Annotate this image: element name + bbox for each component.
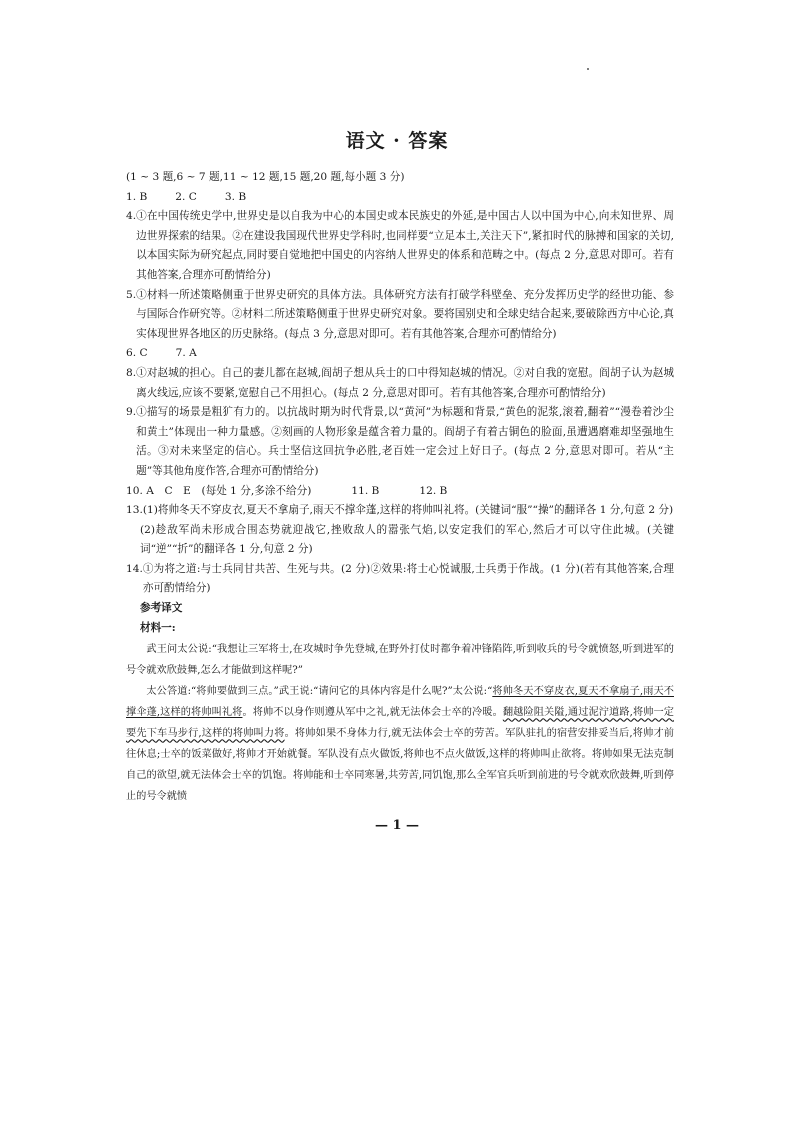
question-number: 5. xyxy=(126,288,137,301)
translation-text: 太公答道:“将帅要做到三点。”武王说:“请问它的具体内容是什么呢?”太公说:“ xyxy=(146,686,493,698)
answer-text: ①描写的场景是粗犷有力的。以抗战时期为时代背景,以“黄河”为标题和背景,“黄色的泥浆,滚着,翻着”“漫卷着沙尘和黄土”体现出一种力量感。②刻画的人物形象是蕴含着力量的。阎胡子有着古铜色的脸面,虽遭遇磨难却坚强地生活。③对未来坚定的信心。兵士坚信这回抗争必胜,老百姓一定会过上好日子。(每点 2 分,意思对即可。若从“主题”等其他角度作答,合理亦可酌情给分) xyxy=(136,406,674,477)
answer-2: 2. C xyxy=(175,190,197,203)
answer-12: 12. B xyxy=(419,484,448,497)
answer-13-part-2: (2)趁敌军尚未形成合围态势就迎战它,挫败敌人的嚣张气焰,以安定我们的军心,然后才可以守住此城。(关键词“逆”“折”的翻译各 1 分,句意 2 分) xyxy=(140,523,674,556)
answer-text: ①在中国传统史学中,世界史是以自我为中心的本国史或本民族史的外延,是中国古人以中国为中心,向未知世界、周边世界探索的结果。②在建设我国现代世界史学科时,也同样要“立足本土,关注天下”,紧扣时代的脉搏和国家的关切,以本国实际为研究起点,同时要自觉地把中国史的内容纳人世界史的体系和范畴之中。(每点 2 分,意思对即可。若有其他答案,合理亦可酌情给分) xyxy=(136,210,674,281)
answer-text: ①材料一所述策略侧重于世界史研究的具体方法。具体研究方法有打破学科壁垒、充分发挥历史学的经世功能、参与国际合作研究等。②材料二所述策略侧重于世界史研究对象。要将国别史和全球史结合起来,要破除西方中心论,真实体现世界各地区的历史脉络。(每点 3 分,意思对即可。若有其他答案,合理亦可酌情给分) xyxy=(136,288,674,340)
answer-text: ①为将之道:与士兵同甘共苦、生死与共。(2 分)②效果:将士心悦诚服,士兵勇于作战。(1 分)(若有其他答案,合理亦可酌情给分) xyxy=(142,562,674,595)
answer-3: 3. B xyxy=(224,190,247,203)
question-number: 8. xyxy=(126,366,137,379)
wavy-underlined-sentence: 翻越险阻关隘,通过泥泞道路,将帅一定要先下车马步行,这样的将帅叫力将 xyxy=(126,707,674,740)
translation-block xyxy=(126,639,674,807)
scoring-note: (1 ~ 3 题,6 ~ 7 题,11 ~ 12 题,15 题,20 题,每小题 3 分) xyxy=(126,171,405,183)
underlined-sentence-1: 将帅冬天不穿皮衣,夏天不拿扇子,雨天不撑伞蓬,这样的将帅叫礼将 xyxy=(126,686,674,719)
answer-9 xyxy=(126,403,674,481)
answer-11: 11. B xyxy=(351,484,380,497)
answer-text: ①对赵城的担心。自己的妻儿都在赵城,阎胡子想从兵士的口中得知赵城的情况。②对自我的宽慰。阎胡子认为赵城离火线远,应该不要紧,宽慰自己不用担心。(每点 2 分,意思对即可。若有其他答案,合理亦可酌情给分) xyxy=(136,366,674,399)
answer-5 xyxy=(126,286,674,345)
question-number: 14. xyxy=(126,562,143,575)
answers-1-3 xyxy=(126,188,674,208)
answer-8 xyxy=(126,364,674,403)
question-number: 9. xyxy=(126,406,137,419)
answer-10: 10. A C E (每处 1 分,多涂不给分) xyxy=(126,484,312,497)
page-number: — 1 — xyxy=(374,818,420,833)
answer-13 xyxy=(126,501,674,521)
translation-paragraph-1: 武王问太公说:“我想让三军将士,在攻城时争先登城,在野外打仗时都争着冲锋陷阵,听到收兵的号令就愤怒,听到进军的号令就欢欣鼓舞,怎么才能做到这样呢?” xyxy=(126,644,674,677)
reference-translation-heading: 参考译文 xyxy=(140,602,183,615)
answers-10-12 xyxy=(126,482,674,502)
translation-paragraph-2 xyxy=(126,681,674,807)
material-one-heading: 材料一: xyxy=(140,621,176,634)
answer-4 xyxy=(126,207,674,285)
answer-7: 7. A xyxy=(175,347,197,360)
answer-14 xyxy=(126,560,674,599)
answer-content xyxy=(126,168,674,807)
translation-text: 。将帅如果不身体力行,就无法体会士卒的劳苦。军队驻扎的宿营安排妥当后,将帅才前往休息;士卒的饭菜做好,将帅才开始就餐。军队没有点火做饭,将帅也不点火做饭,这样的将帅叫止欲将。将帅如果无法克制自己的欲望,就无法体会士卒的饥饱。将帅能和士卒同寒暑,共劳苦,同饥饱,那么全军官兵听到前进的号令就欢欣鼓舞,听到停止的号令就愤 xyxy=(126,728,674,803)
question-number: 13. xyxy=(126,504,143,517)
scan-speck xyxy=(587,68,589,70)
answer-text: (1)将帅冬天不穿皮衣,夏天不拿扇子,雨天不撑伞蓬,这样的将帅叫礼将。(关键词“服”“操”的翻译各 1 分,句意 2 分) xyxy=(142,504,674,517)
page-title: 语文 · 答案 xyxy=(345,130,449,152)
answer-6: 6. C xyxy=(126,347,148,360)
question-number: 4. xyxy=(126,210,137,223)
answer-1: 1. B xyxy=(126,190,148,203)
answers-6-7 xyxy=(126,344,674,364)
translation-text: 。将帅不以身作则遵从军中之礼,就无法体会士卒的冷暖。 xyxy=(242,707,503,719)
